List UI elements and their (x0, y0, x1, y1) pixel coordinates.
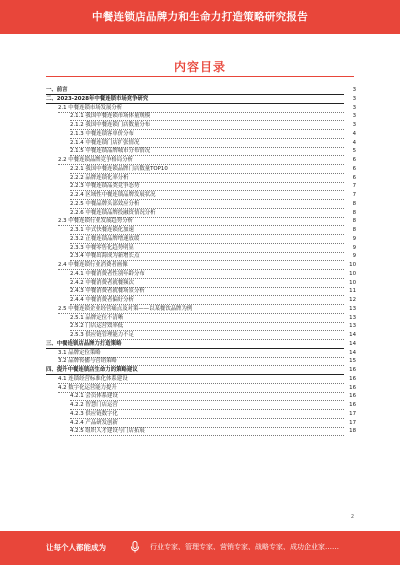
toc-entry-page: 17 (349, 410, 356, 417)
toc-entry[interactable] (0, 349, 400, 357)
toc-entry-label: 3.2 品牌传播与营销策略 (58, 357, 344, 366)
toc-entry-label: 2.1.3 中餐连锁客单价分布 (70, 130, 344, 139)
toc-entry[interactable] (0, 340, 400, 348)
toc-entry-page: 10 (349, 279, 356, 286)
toc-entry-label: 2.5.2 门店运营效率低 (70, 322, 344, 331)
toc-entry-label: 4.2.4 产品研发创新 (70, 419, 344, 428)
footer-band (0, 531, 400, 565)
toc-entry-label: 2.3 中餐连锁行业发展趋势分析 (58, 217, 344, 226)
toc-entry-label: 三、中餐连锁店品牌力打造策略 (46, 340, 344, 349)
toc-entry-label: 四、提升中餐连锁店生命力的策略建议 (46, 366, 344, 375)
toc-entry-page: 6 (352, 165, 356, 172)
toc-entry-label: 4.2.3 供应链数字化 (70, 410, 344, 419)
toc-entry[interactable] (0, 279, 400, 287)
toc-entry[interactable] (0, 401, 400, 409)
toc-heading-divider (46, 76, 354, 77)
toc-entry[interactable] (0, 86, 400, 94)
toc-entry-page: 7 (352, 183, 356, 190)
toc-entry-label: 2.2.6 中餐连锁品牌投融资情况分析 (70, 209, 344, 218)
toc-entry[interactable] (0, 375, 400, 383)
toc-entry-label: 2.3.2 正餐连锁品牌增速放缓 (70, 235, 344, 244)
toc-entry-page: 8 (352, 209, 356, 216)
toc-entry[interactable] (0, 191, 400, 199)
toc-entry[interactable] (0, 112, 400, 120)
toc-entry-page: 5 (352, 148, 356, 155)
toc-entry-label: 3.1 品牌定位策略 (58, 349, 344, 358)
toc-entry[interactable] (0, 305, 400, 313)
toc-entry-label: 4.2 数字化运营能力提升 (58, 384, 344, 393)
toc-entry-page: 18 (349, 428, 356, 435)
toc-entry[interactable] (0, 261, 400, 269)
toc-entry[interactable] (0, 357, 400, 365)
header-band (0, 0, 400, 34)
toc-entry-label: 4.1 连锁经营标准化体系建设 (58, 375, 344, 384)
toc-entry-page: 16 (349, 367, 356, 373)
toc-heading: 内容目录 (173, 60, 226, 74)
toc-entry-label: 2.1.2 我国中餐连锁门店数量分布 (70, 121, 344, 130)
toc-entry-page: 3 (352, 104, 356, 111)
toc-entry-label: 2.2.1 我国中餐连锁品牌门店数量TOP10 (70, 165, 344, 174)
toc-entry-page: 3 (352, 87, 356, 93)
toc-entry-page: 17 (349, 419, 356, 426)
toc-entry-label: 2.3.1 中式快餐连锁化加速 (70, 226, 344, 235)
toc-entry-page: 15 (349, 358, 356, 365)
toc-entry-page: 8 (352, 227, 356, 233)
toc-entry[interactable] (0, 156, 400, 164)
toc-entry-label: 2.1.1 我国中餐连锁市场体量规模 (70, 112, 344, 121)
toc-entry-page: 16 (349, 393, 356, 400)
toc-entry-label: 2.2 中餐连锁品牌竞争格局分析 (58, 156, 344, 165)
toc-entry-label: 2.5 中餐连锁企业经营痛点及对策——以某餐饮品牌为例 (58, 305, 344, 314)
toc-entry[interactable] (0, 226, 400, 234)
toc-entry[interactable] (0, 252, 400, 260)
toc-entry-label: 2.5.3 供应链管理能力不足 (70, 331, 344, 340)
toc-entry[interactable] (0, 130, 400, 138)
toc-entry-page: 8 (352, 218, 356, 225)
toc-entry[interactable] (0, 244, 400, 252)
toc-entry-page: 14 (349, 340, 356, 347)
toc-entry-page: 10 (349, 262, 356, 268)
toc-entry-label: 2.4.2 中餐消费者就餐频次 (70, 279, 344, 288)
toc-entry-page: 4 (352, 130, 356, 137)
toc-entry-label: 2.3.3 中餐零售化趋势明显 (70, 244, 344, 253)
toc-entry[interactable] (0, 322, 400, 330)
toc-entry[interactable] (0, 331, 400, 339)
report-title: 中餐连锁店品牌力和生命力打造策略研究报告 (92, 11, 308, 23)
toc-entry-label: 2.4.3 中餐消费者就餐场景分析 (70, 287, 344, 296)
toc-entry[interactable] (0, 392, 400, 400)
toc-entry-label: 2.3.4 中餐出海成为新增长点 (70, 252, 344, 261)
toc-entry[interactable] (0, 384, 400, 392)
toc-entry-page: 14 (349, 349, 356, 356)
toc-entry[interactable] (0, 217, 400, 225)
toc-entry-label: 2.4.4 中餐消费者偏好分析 (70, 296, 344, 305)
toc-entry-page: 6 (352, 157, 356, 163)
toc-entry-page: 9 (352, 253, 356, 260)
toc-entry[interactable] (0, 165, 400, 173)
toc-entry-label: 2.2.3 中餐连锁品类竞争态势 (70, 182, 344, 191)
toc-entry-label: 2.1 中餐连锁市场发展分析 (58, 104, 344, 113)
toc-entry-page: 3 (352, 113, 356, 120)
toc-entry-label: 一、前言 (46, 86, 344, 95)
toc-entry-page: 13 (349, 305, 356, 312)
toc-entry-label: 二、2023-2028年中餐连锁市场竞争研究 (46, 95, 344, 104)
toc-entry-page: 16 (349, 375, 356, 382)
toc-entry-page: 4 (352, 139, 356, 146)
footer-slogan: 让每个人都能成为 (46, 543, 106, 552)
toc-entry-page: 3 (352, 95, 356, 102)
toc-entry[interactable] (0, 296, 400, 304)
toc-entry-page: 6 (352, 174, 356, 181)
toc-entry-label: 2.2.5 中餐品牌头部效应分析 (70, 200, 344, 209)
toc-entry-label: 2.5.1 品牌定位不清晰 (70, 314, 344, 323)
toc-entry-page: 9 (352, 235, 356, 242)
toc-entry-page: 13 (349, 323, 356, 330)
toc-entry[interactable] (0, 270, 400, 278)
toc-entry-page: 16 (349, 402, 356, 408)
toc-entry[interactable] (0, 174, 400, 182)
toc-entry[interactable] (0, 235, 400, 243)
toc-entry[interactable] (0, 139, 400, 147)
toc-entry[interactable] (0, 410, 400, 418)
toc-entry-page: 16 (349, 384, 356, 391)
page-number: 2 (350, 514, 354, 520)
toc-entry[interactable] (0, 427, 400, 435)
toc-entry-page: 7 (352, 192, 356, 198)
toc-entry-page: 11 (349, 288, 356, 295)
toc-entry[interactable] (0, 104, 400, 112)
toc-entry[interactable] (0, 287, 400, 295)
toc-entry[interactable] (0, 95, 400, 103)
toc-entry-label: 2.1.5 中餐连锁品牌城市分布情况 (70, 147, 344, 156)
toc-entry-page: 14 (349, 332, 356, 338)
toc-entry-page: 3 (352, 122, 356, 128)
toc-entry-label: 4.2.5 组织人才建设与门店拓展 (70, 427, 344, 436)
toc-entry-page: 10 (349, 270, 356, 277)
toc-entry-label: 4.2.1 会员体系建设 (70, 392, 344, 401)
toc-entry[interactable] (0, 366, 400, 374)
toc-entry[interactable] (0, 200, 400, 208)
toc-entry[interactable] (0, 209, 400, 217)
toc-entry-label: 2.2.2 品牌连锁化率分析 (70, 174, 344, 183)
toc-entry-page: 12 (349, 297, 356, 303)
toc-entry[interactable] (0, 182, 400, 190)
toc-entry-label: 2.2.4 区域性中餐连锁品牌发展状况 (70, 191, 344, 200)
toc-entry-label: 2.4 中餐连锁行业消费者画像 (58, 261, 344, 270)
toc-entry[interactable] (0, 147, 400, 155)
toc-entry[interactable] (0, 121, 400, 129)
footer-tagline: 行业专家、管理专家、营销专家、战略专家、成功企业家…… (150, 543, 339, 551)
toc-entry[interactable] (0, 419, 400, 427)
toc-entry-label: 2.4.1 中餐消费者性别年龄分布 (70, 270, 344, 279)
toc-entry-page: 8 (352, 200, 356, 207)
toc-entry-label: 4.2.2 智慧门店运营 (70, 401, 344, 410)
toc-entry[interactable] (0, 314, 400, 322)
toc-entry-page: 13 (349, 314, 356, 321)
toc-entry-label: 2.1.4 中餐连锁门店扩张情况 (70, 139, 344, 148)
toc-entry-page: 9 (352, 244, 356, 251)
microphone-icon (128, 540, 142, 554)
